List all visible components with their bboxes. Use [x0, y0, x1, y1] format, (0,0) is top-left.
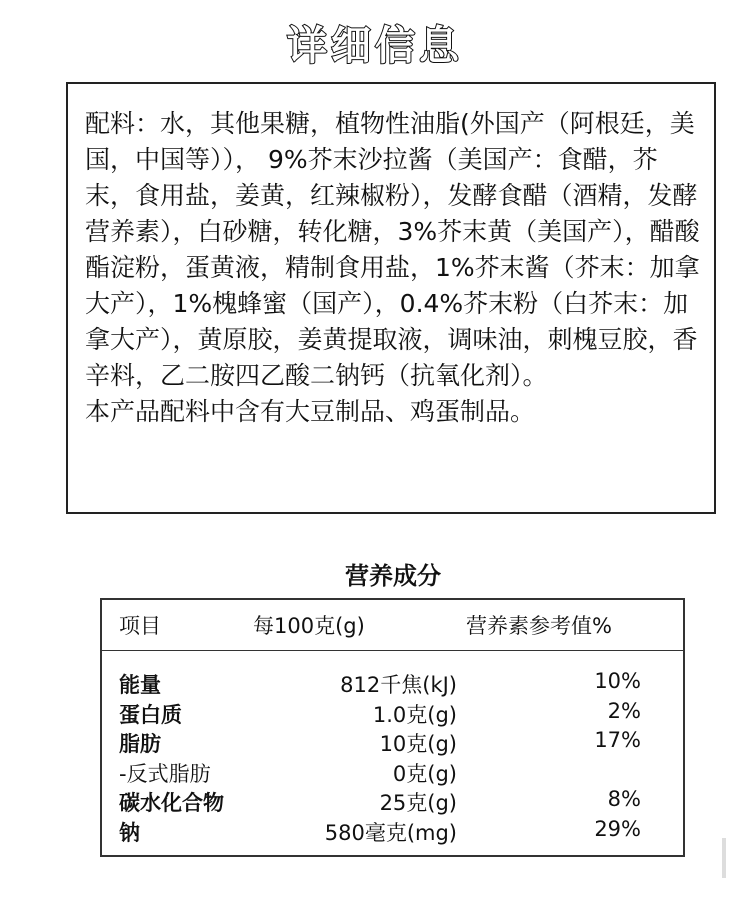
nutrient-nrv: 17% — [594, 728, 641, 752]
nutrient-name: 碳水化合物 — [119, 791, 224, 815]
nutrient-name: 能量 — [119, 673, 161, 697]
table-row — [102, 758, 683, 788]
nutrient-value: 580毫克(mg) — [324, 820, 457, 845]
nutrient-value: 812千焦(kJ) — [340, 673, 457, 697]
edge-artifact — [722, 838, 726, 878]
header-nrv: 营养素参考值% — [466, 614, 612, 638]
nutrition-rows — [102, 651, 683, 846]
nutrient-nrv: 8% — [607, 787, 641, 811]
table-row — [102, 787, 683, 817]
nutrient-name: 脂肪 — [119, 732, 161, 756]
table-row — [102, 699, 683, 729]
header-item: 项目 — [119, 614, 161, 638]
nutrient-value: 25克(g) — [379, 791, 457, 815]
nutrient-nrv: 10% — [594, 669, 641, 693]
ingredients-box — [66, 82, 716, 514]
header-per-100g: 每100克(g) — [253, 614, 365, 638]
ingredients-text: 配料：水，其他果糖，植物性油脂(外国产（阿根廷，美国，中国等））， 9%芥末沙拉酱（美国产：食醋，芥末，食用盐，姜黄，红辣椒粉），发酵食醋（酒精，发酵营养素），白砂糖，转化糖，3%芥末黄（美国产），醋酸酯淀粉，蛋黄液，精制食用盐，1%芥末酱（芥末：加拿大产），1%槐蜂蜜（国产），0.4%芥末粉（白芥末：加拿大产），黄原胶，姜黄提取液，调味油，刺槐豆胶，香辛料，乙二胺四乙酸二钠钙（抗氧化剂）。 — [85, 109, 700, 390]
nutrition-table — [100, 598, 685, 857]
allergen-statement: 本产品配料中含有大豆制品、鸡蛋制品。 — [85, 397, 536, 426]
table-row — [102, 669, 683, 699]
page-title: 详细信息 — [287, 23, 463, 69]
nutrition-header-row — [102, 600, 683, 651]
nutrition-title: 营养成分 — [345, 562, 441, 590]
nutrient-value: 0克(g) — [392, 761, 457, 786]
nutrient-name: 钠 — [119, 820, 140, 845]
table-row — [102, 728, 683, 758]
nutrient-nrv: 2% — [607, 698, 641, 723]
nutrient-nrv: 29% — [594, 816, 641, 841]
nutrient-value: 1.0克(g) — [372, 702, 457, 727]
nutrient-value: 10克(g) — [379, 732, 457, 756]
nutrient-name: -反式脂肪 — [119, 761, 211, 786]
nutrient-name: 蛋白质 — [119, 702, 182, 727]
table-row — [102, 817, 683, 847]
